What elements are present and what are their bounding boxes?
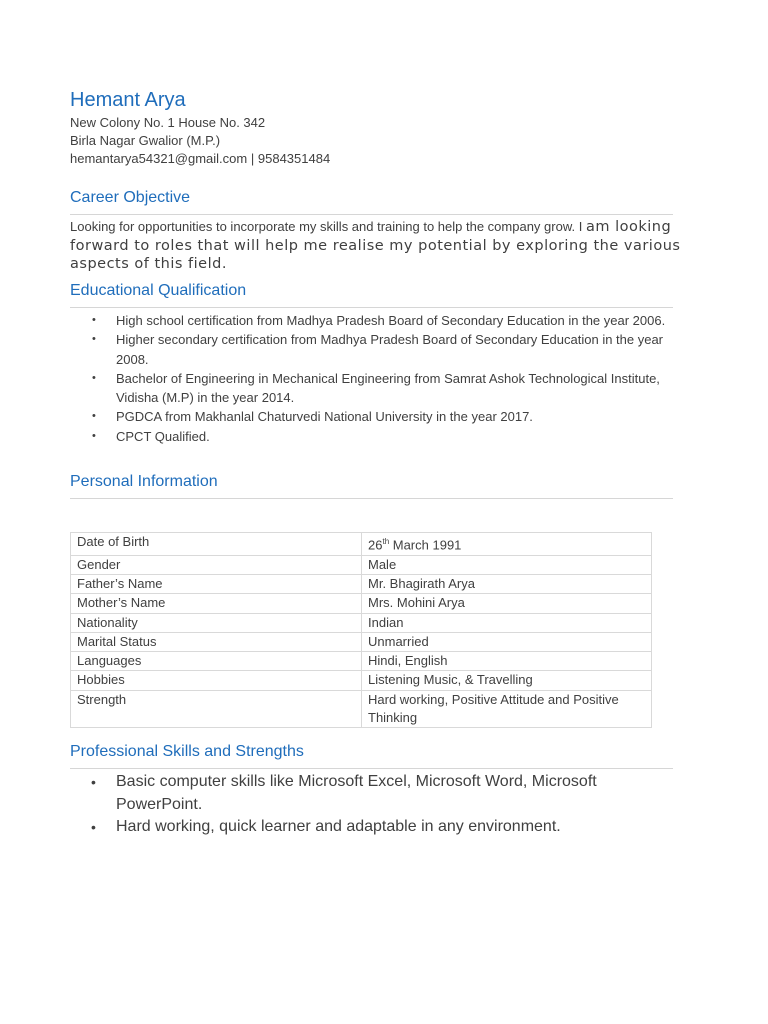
- education-item: [70, 330, 682, 369]
- bullet-icon: •: [92, 429, 96, 442]
- bullet-icon: •: [92, 371, 96, 384]
- address-line-1: New Colony No. 1 House No. 342: [70, 115, 266, 130]
- table-row: [71, 613, 652, 632]
- personal-information-heading: Personal Information: [70, 473, 218, 490]
- skill-item: [70, 771, 660, 816]
- section-divider: [70, 214, 673, 215]
- education-heading: Educational Qualification: [70, 282, 247, 299]
- field-value: Mrs. Mohini Arya: [362, 594, 652, 613]
- field-label: Strength: [71, 690, 362, 728]
- skills-heading: Professional Skills and Strengths: [70, 743, 304, 760]
- field-value: Male: [362, 555, 652, 574]
- field-label: Gender: [71, 555, 362, 574]
- field-label: Nationality: [71, 613, 362, 632]
- table-row: [71, 533, 652, 556]
- career-objective-text-part-1: Looking for opportunities to incorporate my skills and training to help the company grow. I: [70, 219, 586, 234]
- contact-line: [70, 151, 330, 166]
- field-label: Mother’s Name: [71, 594, 362, 613]
- field-label: Date of Birth: [71, 533, 362, 556]
- education-item-text: CPCT Qualified.: [116, 428, 210, 444]
- education-item-text: PGDCA from Makhanlal Chaturvedi National University in the year 2017.: [116, 409, 533, 425]
- address-line-2: Birla Nagar Gwalior (M.P.): [70, 133, 221, 148]
- field-value: Indian: [362, 613, 652, 632]
- skill-item: [70, 816, 660, 839]
- career-objective-text-part-2: am looking forward to roles that will help me realise my potential by exploring the various aspects of this field.: [70, 219, 681, 272]
- table-row: [71, 690, 652, 728]
- bullet-icon: •: [92, 410, 96, 423]
- bullet-icon: •: [92, 333, 96, 346]
- table-row: [71, 671, 652, 690]
- field-value: Listening Music, & Travelling: [362, 671, 652, 690]
- section-divider: [70, 768, 673, 769]
- education-item-text: Bachelor of Engineering in Mechanical Engineering from Samrat Ashok Technological Institute, Vidisha (M.P) in the year 2014.: [116, 370, 660, 406]
- education-item: [70, 427, 682, 446]
- skill-item-text: Basic computer skills like Microsoft Excel, Microsoft Word, Microsoft PowerPoint.: [116, 773, 597, 813]
- field-label: Father’s Name: [71, 574, 362, 593]
- bullet-icon: •: [92, 314, 96, 326]
- bullet-icon: •: [91, 774, 96, 790]
- field-value: 26th March 1991: [362, 533, 652, 556]
- bullet-icon: •: [91, 819, 96, 835]
- phone-number: 9584351484: [257, 151, 331, 166]
- education-item: [70, 407, 682, 426]
- career-objective-text: [70, 218, 682, 274]
- candidate-name: Hemant Arya: [70, 89, 186, 111]
- field-value: Hard working, Positive Attitude and Positive Thinking: [362, 690, 652, 728]
- contact-separator: |: [250, 151, 255, 166]
- table-row: [71, 574, 652, 593]
- education-item: [70, 311, 682, 330]
- field-label: Marital Status: [71, 632, 362, 651]
- personal-info-table: [70, 532, 652, 728]
- table-row: [71, 555, 652, 574]
- section-divider: [70, 307, 673, 308]
- field-value: Unmarried: [362, 632, 652, 651]
- career-objective-heading: Career Objective: [70, 189, 191, 206]
- email-address: hemantarya54321@gmail.com: [70, 151, 248, 166]
- field-label: Hobbies: [71, 671, 362, 690]
- skills-list: [70, 771, 660, 839]
- education-item: [70, 369, 682, 408]
- table-row: [71, 652, 652, 671]
- field-label: Languages: [71, 652, 362, 671]
- field-value: Hindi, English: [362, 652, 652, 671]
- field-value: Mr. Bhagirath Arya: [362, 574, 652, 593]
- skill-item-text: Hard working, quick learner and adaptable in any environment.: [116, 818, 561, 835]
- education-item-text: Higher secondary certification from Madhya Pradesh Board of Secondary Education in the year 2008.: [116, 332, 664, 367]
- table-row: [71, 632, 652, 651]
- table-row: [71, 594, 652, 613]
- education-list: [70, 311, 682, 446]
- section-divider: [70, 498, 673, 499]
- education-item-text: High school certification from Madhya Pradesh Board of Secondary Education in the year 2006.: [116, 313, 666, 328]
